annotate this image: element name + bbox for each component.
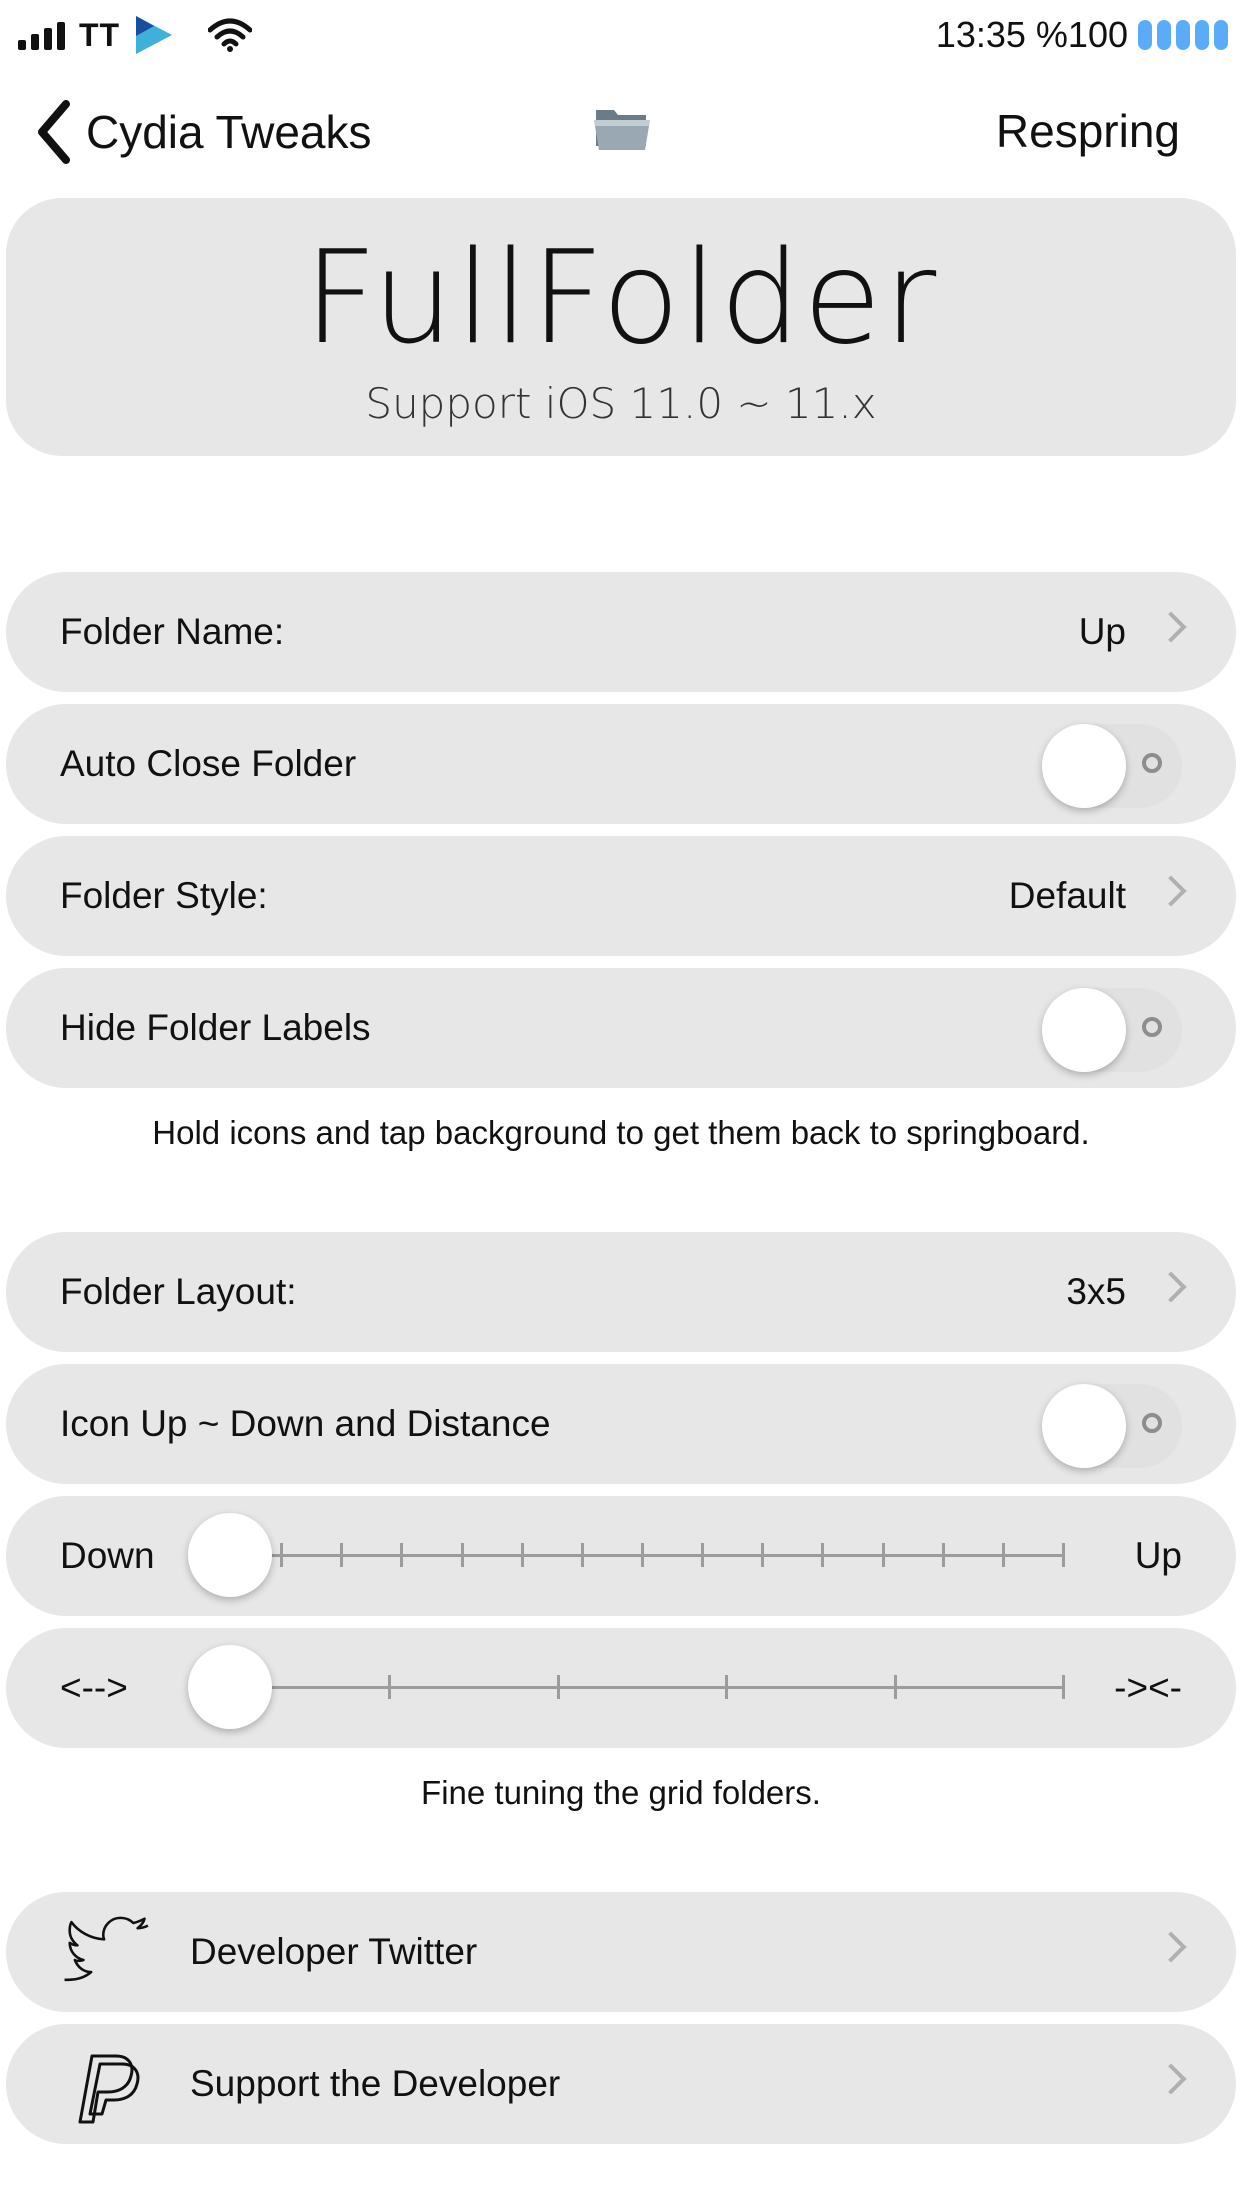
- back-button[interactable]: [36, 92, 372, 172]
- slider-tick: [461, 1543, 464, 1567]
- tweak-title: FullFolder: [303, 224, 939, 373]
- battery-icon: [1138, 20, 1228, 50]
- folder-style-label: Folder Style:: [60, 875, 268, 916]
- toggle-knob: [1042, 1384, 1126, 1468]
- slider-tick: [882, 1543, 885, 1567]
- slider-thumb[interactable]: [188, 1645, 272, 1729]
- folder-name-row[interactable]: [6, 572, 1236, 692]
- auto-close-folder-toggle[interactable]: [1042, 724, 1182, 808]
- distance-slider-row: [6, 1628, 1236, 1748]
- folder-layout-value: 3x5: [1066, 1271, 1126, 1312]
- slider-tick: [761, 1543, 764, 1567]
- slider-min-label: <-->: [60, 1667, 128, 1708]
- developer-twitter-label: Developer Twitter: [190, 1931, 478, 1972]
- support-developer-row[interactable]: [6, 2024, 1236, 2144]
- chevron-right-icon: [1155, 2063, 1186, 2094]
- folder-style-row[interactable]: [6, 836, 1236, 956]
- wifi-icon: [208, 18, 252, 52]
- slider-tick: [280, 1543, 283, 1567]
- hide-folder-labels-toggle[interactable]: [1042, 988, 1182, 1072]
- tweak-subtitle: Support iOS 11.0 ~ 11.x: [365, 379, 877, 428]
- carrier-logo-icon: [134, 12, 174, 58]
- slider-max-label: Up: [1134, 1535, 1182, 1576]
- toggle-knob: [1042, 724, 1126, 808]
- paypal-icon: [60, 2048, 150, 2124]
- folder-name-label: Folder Name:: [60, 611, 285, 652]
- chevron-right-icon: [1155, 1271, 1186, 1302]
- slider-tick: [821, 1543, 824, 1567]
- carrier-name: TT: [79, 16, 121, 53]
- updown-slider-track[interactable]: [222, 1554, 1064, 1557]
- chevron-right-icon: [1155, 611, 1186, 642]
- hide-folder-labels-label: Hide Folder Labels: [60, 1007, 371, 1048]
- slider-tick: [581, 1543, 584, 1567]
- distance-slider-track[interactable]: [222, 1686, 1064, 1689]
- navigation-bar: [0, 70, 1242, 190]
- folder-name-value: Up: [1078, 611, 1126, 652]
- icon-updown-distance-toggle[interactable]: [1042, 1384, 1182, 1468]
- slider-tick: [942, 1543, 945, 1567]
- section1-footer: Hold icons and tap background to get them back to springboard.: [152, 1114, 1090, 1151]
- slider-tick: [340, 1543, 343, 1567]
- hide-folder-labels-row: [6, 968, 1236, 1088]
- status-left: [18, 10, 252, 60]
- slider-tick: [521, 1543, 524, 1567]
- status-right: [936, 10, 1228, 60]
- slider-tick: [400, 1543, 403, 1567]
- slider-tick: [725, 1675, 728, 1699]
- slider-tick: [641, 1543, 644, 1567]
- folder-layout-label: Folder Layout:: [60, 1271, 297, 1312]
- chevron-right-icon: [1155, 1931, 1186, 1962]
- chevron-right-icon: [1155, 875, 1186, 906]
- toggle-off-indicator-icon: [1142, 1413, 1162, 1433]
- battery-percent: %100: [1035, 14, 1128, 55]
- slider-thumb[interactable]: [188, 1513, 272, 1597]
- toggle-off-indicator-icon: [1142, 753, 1162, 773]
- slider-tick: [1062, 1675, 1065, 1699]
- toggle-knob: [1042, 988, 1126, 1072]
- slider-max-label: -><-: [1114, 1667, 1182, 1708]
- slider-tick: [557, 1675, 560, 1699]
- support-developer-label: Support the Developer: [190, 2063, 561, 2104]
- slider-tick: [894, 1675, 897, 1699]
- icon-updown-distance-row: [6, 1364, 1236, 1484]
- slider-min-label: Down: [60, 1535, 155, 1576]
- slider-tick: [388, 1675, 391, 1699]
- chevron-left-icon: [36, 100, 70, 164]
- respring-button[interactable]: Respring: [995, 105, 1180, 157]
- auto-close-folder-row: [6, 704, 1236, 824]
- folder-layout-row[interactable]: [6, 1232, 1236, 1352]
- icon-updown-distance-label: Icon Up ~ Down and Distance: [60, 1403, 551, 1444]
- tweak-header: [6, 198, 1236, 456]
- signal-strength-icon: [18, 20, 65, 50]
- back-button-label: Cydia Tweaks: [86, 106, 372, 158]
- slider-tick: [1062, 1543, 1065, 1567]
- developer-twitter-row[interactable]: [6, 1892, 1236, 2012]
- section2-footer: Fine tuning the grid folders.: [421, 1774, 821, 1811]
- toggle-off-indicator-icon: [1142, 1017, 1162, 1037]
- status-bar: [0, 0, 1242, 70]
- slider-tick: [1002, 1543, 1005, 1567]
- auto-close-folder-label: Auto Close Folder: [60, 743, 357, 784]
- updown-slider-row: [6, 1496, 1236, 1616]
- folder-icon: [590, 96, 654, 160]
- slider-tick: [701, 1543, 704, 1567]
- twitter-bird-icon: [60, 1916, 150, 1992]
- clock: 13:35: [935, 14, 1026, 55]
- folder-style-value: Default: [1008, 875, 1126, 916]
